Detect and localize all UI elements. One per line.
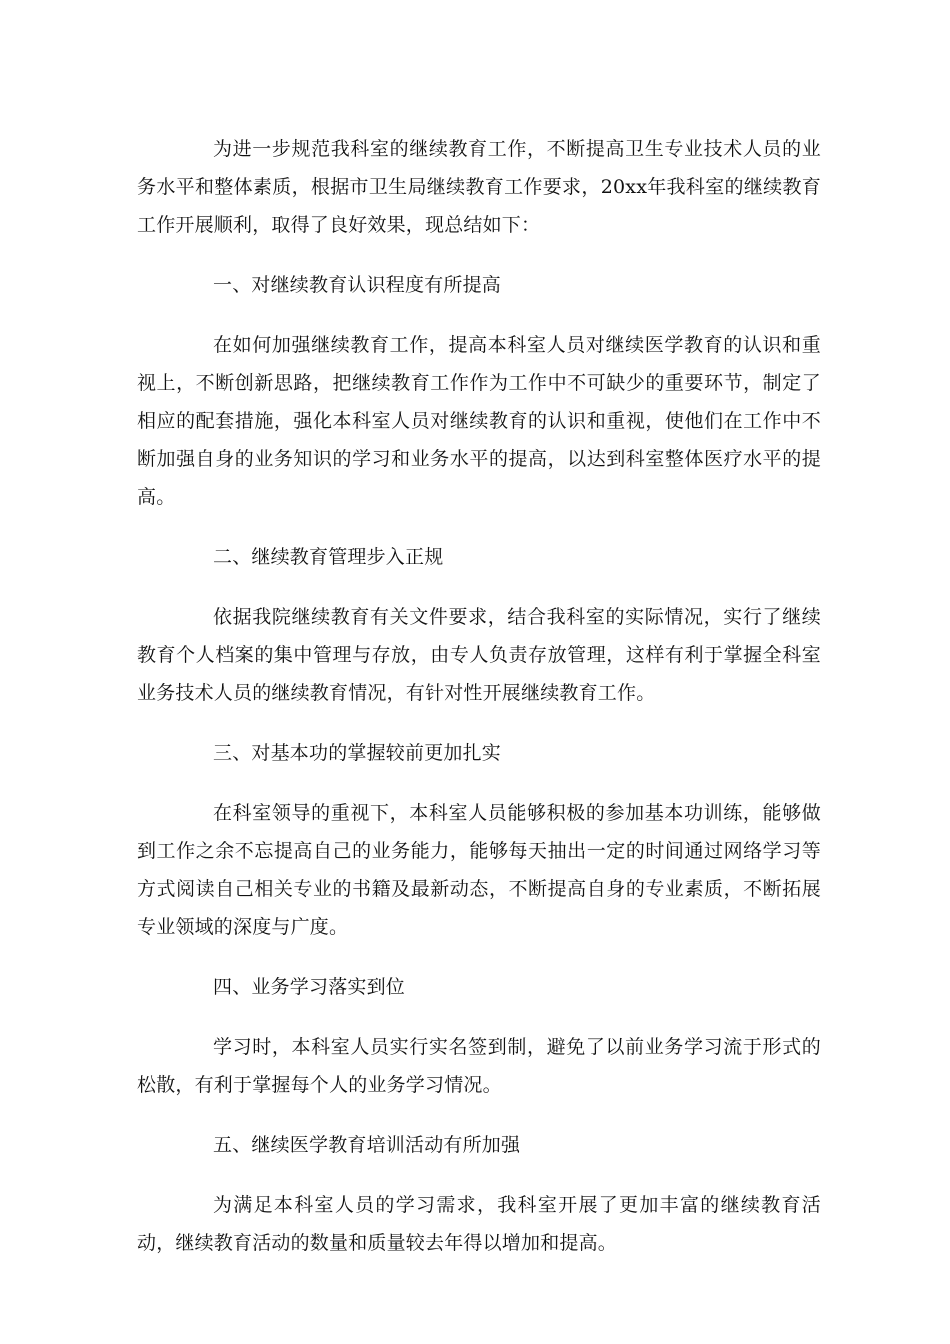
section-heading-3: 三、对基本功的掌握较前更加扎实 xyxy=(213,742,502,764)
section-body-1: 在如何加强继续教育工作，提高本科室人员对继续医学教育的认识和重视上，不断创新思路，把继续教育工作作为工作中不可缺少的重要环节，制定了相应的配套措施，强化本科室人员对继续教育的认识和重视，使他们在工作中不断加强自身的业务知识的学习和业务水平的提高，以达到科室整体医疗水平的提高。 xyxy=(137,334,821,508)
section-heading-4: 四、业务学习落实到位 xyxy=(213,976,406,998)
section-body-3: 在科室领导的重视下，本科室人员能够积极的参加基本功训练，能够做到工作之余不忘提高自己的业务能力，能够每天抽出一定的时间通过网络学习等方式阅读自己相关专业的书籍及最新动态，不断提高自身的专业素质，不断拓展专业领域的深度与广度。 xyxy=(137,802,821,938)
section-body-5: 为满足本科室人员的学习需求，我科室开展了更加丰富的继续教育活动，继续教育活动的数量和质量较去年得以增加和提高。 xyxy=(137,1194,821,1254)
section-heading-1: 一、对继续教育认识程度有所提高 xyxy=(213,274,502,296)
section-body-4: 学习时，本科室人员实行实名签到制，避免了以前业务学习流于形式的松散，有利于掌握每个人的业务学习情况。 xyxy=(137,1036,821,1096)
intro-paragraph: 为进一步规范我科室的继续教育工作，不断提高卫生专业技术人员的业务水平和整体素质，根据市卫生局继续教育工作要求，20xx年我科室的继续教育工作开展顺利，取得了良好效果，现总结如下： xyxy=(137,138,821,236)
section-heading-2: 二、继续教育管理步入正规 xyxy=(213,546,444,568)
document-page xyxy=(137,130,821,1262)
section-body-2: 依据我院继续教育有关文件要求，结合我科室的实际情况，实行了继续教育个人档案的集中管理与存放，由专人负责存放管理，这样有利于掌握全科室业务技术人员的继续教育情况，有针对性开展继续教育工作。 xyxy=(137,606,821,704)
section-heading-5: 五、继续医学教育培训活动有所加强 xyxy=(213,1134,521,1156)
